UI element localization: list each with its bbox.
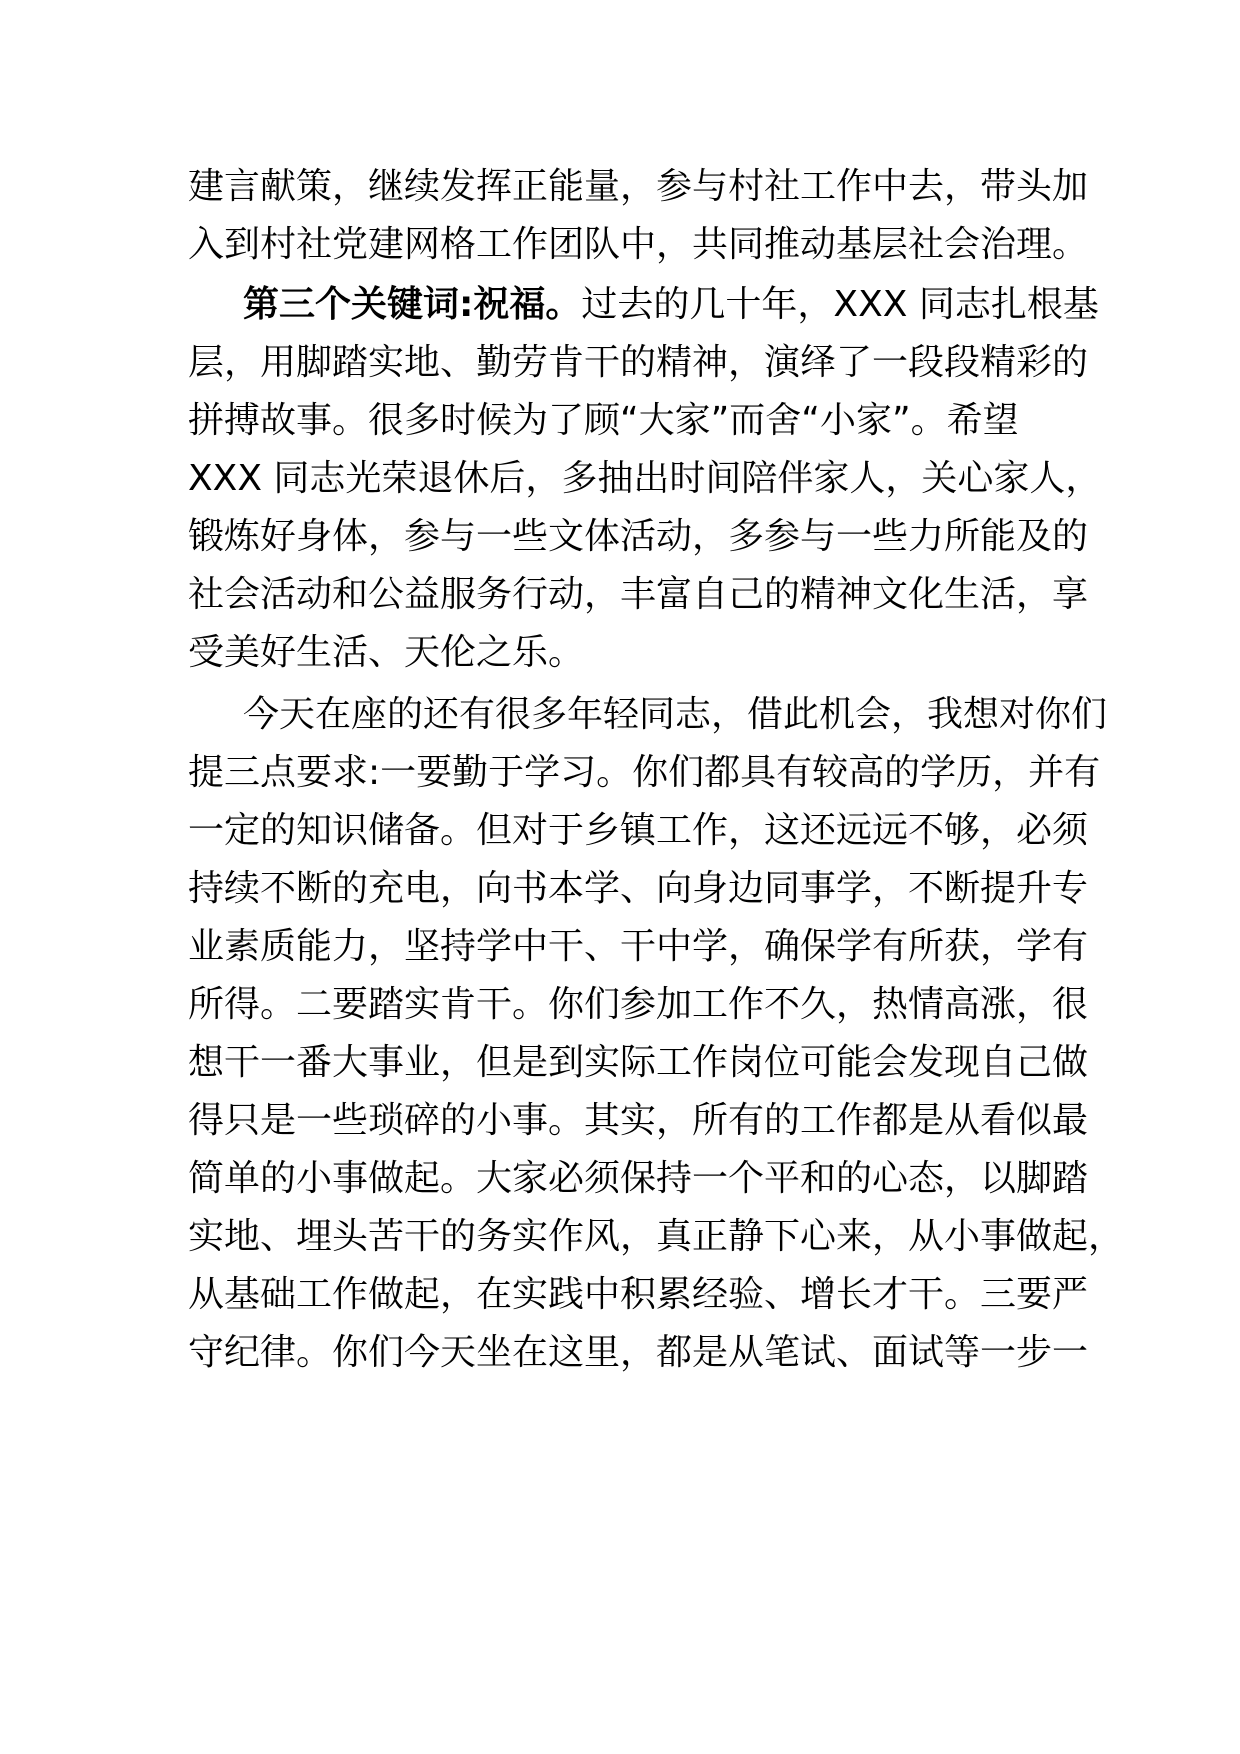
paragraph-3-line-11: 从基础工作做起，在实践中积累经验、增长才干。三要严: [188, 1274, 1089, 1315]
paragraph-2-line-2: 层，用脚踏实地、勤劳肯干的精神，演绎了一段段精彩的: [188, 342, 1089, 383]
paragraph-3-line-4: 持续不断的充电，向书本学、向身边同事学，不断提升专: [188, 868, 1089, 909]
paragraph-3-line-10: 实地、埋头苦干的务实作风，真正静下心来，从小事做起，: [188, 1216, 1125, 1257]
paragraph-1-line-2: 入到村社党建网格工作团队中，共同推动基层社会治理。: [188, 224, 1089, 265]
paragraph-3-line-5: 业素质能力，坚持学中干、干中学，确保学有所获，学有: [188, 926, 1089, 967]
paragraph-3-line-3: 一定的知识储备。但对于乡镇工作，这还远远不够，必须: [188, 810, 1089, 851]
paragraph-2-line-1: [243, 283, 1099, 327]
paragraph-3-line-9: 简单的小事做起。大家必须保持一个平和的心态，以脚踏: [188, 1158, 1089, 1199]
paragraph-3-line-7: 想干一番大事业，但是到实际工作岗位可能会发现自己做: [188, 1042, 1089, 1083]
paragraph-3-line-1: 今天在座的还有很多年轻同志，借此机会，我想对你们: [243, 694, 1108, 735]
paragraph-2-line-6: 社会活动和公益服务行动，丰富自己的精神文化生活，享: [188, 574, 1089, 615]
paragraph-1-line-1: 建言献策，继续发挥正能量，参与村社工作中去，带头加: [188, 166, 1089, 207]
keyword-heading: 第三个关键词:祝福。: [243, 284, 582, 325]
paragraph-2-line-5: 锻炼好身体，参与一些文体活动，多参与一些力所能及的: [188, 516, 1089, 557]
paragraph-3-line-12: 守纪律。你们今天坐在这里，都是从笔试、面试等一步一: [188, 1332, 1089, 1373]
paragraph-3-line-8: 得只是一些琐碎的小事。其实，所有的工作都是从看似最: [188, 1100, 1089, 1141]
paragraph-2-line-1-text: 过去的几十年，XXX 同志扎根基: [581, 284, 1099, 325]
paragraph-3-line-2: 提三点要求:一要勤于学习。你们都具有较高的学历，并有: [188, 752, 1101, 793]
paragraph-3-line-6: 所得。二要踏实肯干。你们参加工作不久，热情高涨，很: [188, 984, 1089, 1025]
paragraph-2-line-4: XXX 同志光荣退休后，多抽出时间陪伴家人，关心家人，: [188, 458, 1102, 499]
paragraph-2-line-3: 拼搏故事。很多时候为了顾“大家”而舍“小家”。希望: [188, 400, 1019, 441]
paragraph-2-line-7: 受美好生活、天伦之乐。: [188, 632, 585, 673]
